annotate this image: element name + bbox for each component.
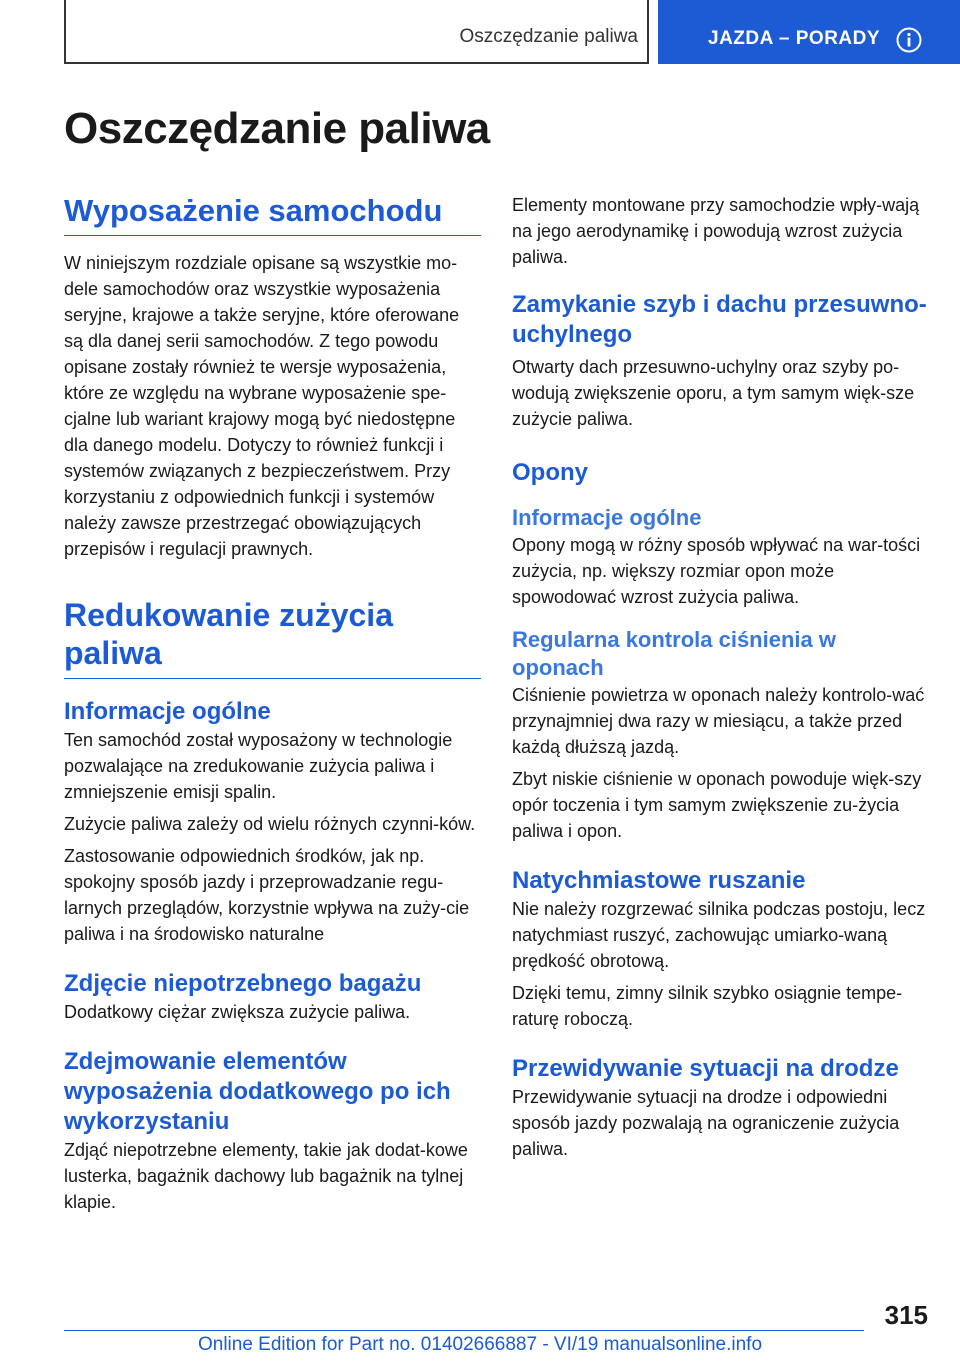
- paragraph: Zbyt niskie ciśnienie w oponach powoduje więk-szy opór toczenia i tym samym zwiększenie zu-życia paliwa i opon.: [512, 769, 922, 841]
- paragraph: Zużycie paliwa zależy od wielu różnych czynni-ków.: [64, 814, 476, 834]
- paragraph: Dodatkowy ciężar zwiększa zużycie paliwa.: [64, 1002, 411, 1022]
- info-icon: [896, 27, 922, 53]
- paragraph: Zastosowanie odpowiednich środków, jak np. spokojny sposób jazdy i przeprowadzanie regu-larnych przeglądów, korzystnie wpływa na zuży-cie paliwa i na środowisko naturalne: [64, 846, 470, 944]
- subheading-remove-equipment: Zdejmowanie elementów wyposażenia dodatkowego po ich wykorzystaniu: [64, 1048, 451, 1135]
- subheading-general-info: Informacje ogólne: [64, 698, 271, 725]
- paragraph: Dzięki temu, zimny silnik szybko osiągnie tempe-raturę roboczą.: [512, 983, 903, 1029]
- header-chapter-box: [658, 0, 960, 64]
- paragraph: Nie należy rozgrzewać silnika podczas postoju, lecz natychmiast ruszyć, zachowując umiarko-waną prędkość obrotową.: [512, 899, 926, 971]
- section-heading-reduce-consumption: Redukowanie zużycia paliwa: [64, 596, 481, 679]
- paragraph: Zdjąć niepotrzebne elementy, takie jak dodat-kowe lusterka, bagażnik dachowy lub bagażnik na tylnej klapie.: [64, 1140, 468, 1212]
- paragraph: W niniejszym rozdziale opisane są wszystkie mo-dele samochodów oraz wszystkie wyposażenia seryjne, krajowe a także seryjne, które oferowane są dla danej serii samochodów. Z tego powodu opisane zostały również te wersje wyposażenia, które ze względu na wybrane wyposażenie spe-cjalne lub wariant krajowy mogą być niedostępne dla danego modelu. Dotyczy to również funkcji i systemów związanych z bezpieczeństwem. Przy korzystaniu z odpowiednich funkcji i systemów należy zawsze przestrzegać obowiązujących przepisów i regulacji prawnych.: [64, 253, 460, 559]
- subheading-tyres: Opony: [512, 459, 588, 486]
- paragraph: Ten samochód został wyposażony w technologie pozwalające na zredukowanie zużycia paliwa i zmniejszenie emisji spalin.: [64, 730, 453, 802]
- right-column: [512, 192, 929, 1168]
- header-chapter-title: JAZDA – PORADY: [708, 28, 881, 49]
- page-title: Oszczędzanie paliwa: [64, 104, 490, 153]
- paragraph: Ciśnienie powietrza w oponach należy kontrolo-wać przynajmniej dwa razy w miesiącu, a także przed każdą dłuższą jazdą.: [512, 685, 925, 757]
- footer-edition: Online Edition for Part no. 01402666887 - VI/19 manualsonline.info: [197, 1334, 763, 1355]
- paragraph: Opony mogą w różny sposób wpływać na war-tości zużycia, np. większy rozmiar opon może spowodować wzrost zużycia paliwa.: [512, 535, 921, 607]
- subheading-immediate-start: Natychmiastowe ruszanie: [512, 867, 806, 894]
- page-number: 315: [884, 1300, 928, 1330]
- header-section-title: Oszczędzanie paliwa: [459, 26, 638, 47]
- subheading-close-windows: Zamykanie szyb i dachu przesuwno-uchylnego: [512, 291, 927, 348]
- subheading-anticipate: Przewidywanie sytuacji na drodze: [512, 1055, 899, 1082]
- paragraph: Elementy montowane przy samochodzie wpły-wają na jego aerodynamikę i powodują wzrost zużycia paliwa.: [512, 195, 920, 267]
- subheading-tyres-general: Informacje ogólne: [512, 505, 702, 530]
- section-heading-equipment: Wyposażenie samochodu: [64, 192, 481, 236]
- paragraph: Otwarty dach przesuwno-uchylny oraz szyby po-wodują zwiększenie oporu, a tym samym więk-sze zużycie paliwa.: [512, 357, 915, 429]
- subheading-tyre-pressure: Regularna kontrola ciśnienia w oponach: [512, 627, 836, 680]
- footer-divider: [64, 1330, 864, 1331]
- left-column: [64, 192, 481, 1221]
- subheading-luggage: Zdjęcie niepotrzebnego bagażu: [64, 970, 422, 997]
- paragraph: Przewidywanie sytuacji na drodze i odpowiedni sposób jazdy pozwalają na ograniczenie zużycia paliwa.: [512, 1087, 900, 1159]
